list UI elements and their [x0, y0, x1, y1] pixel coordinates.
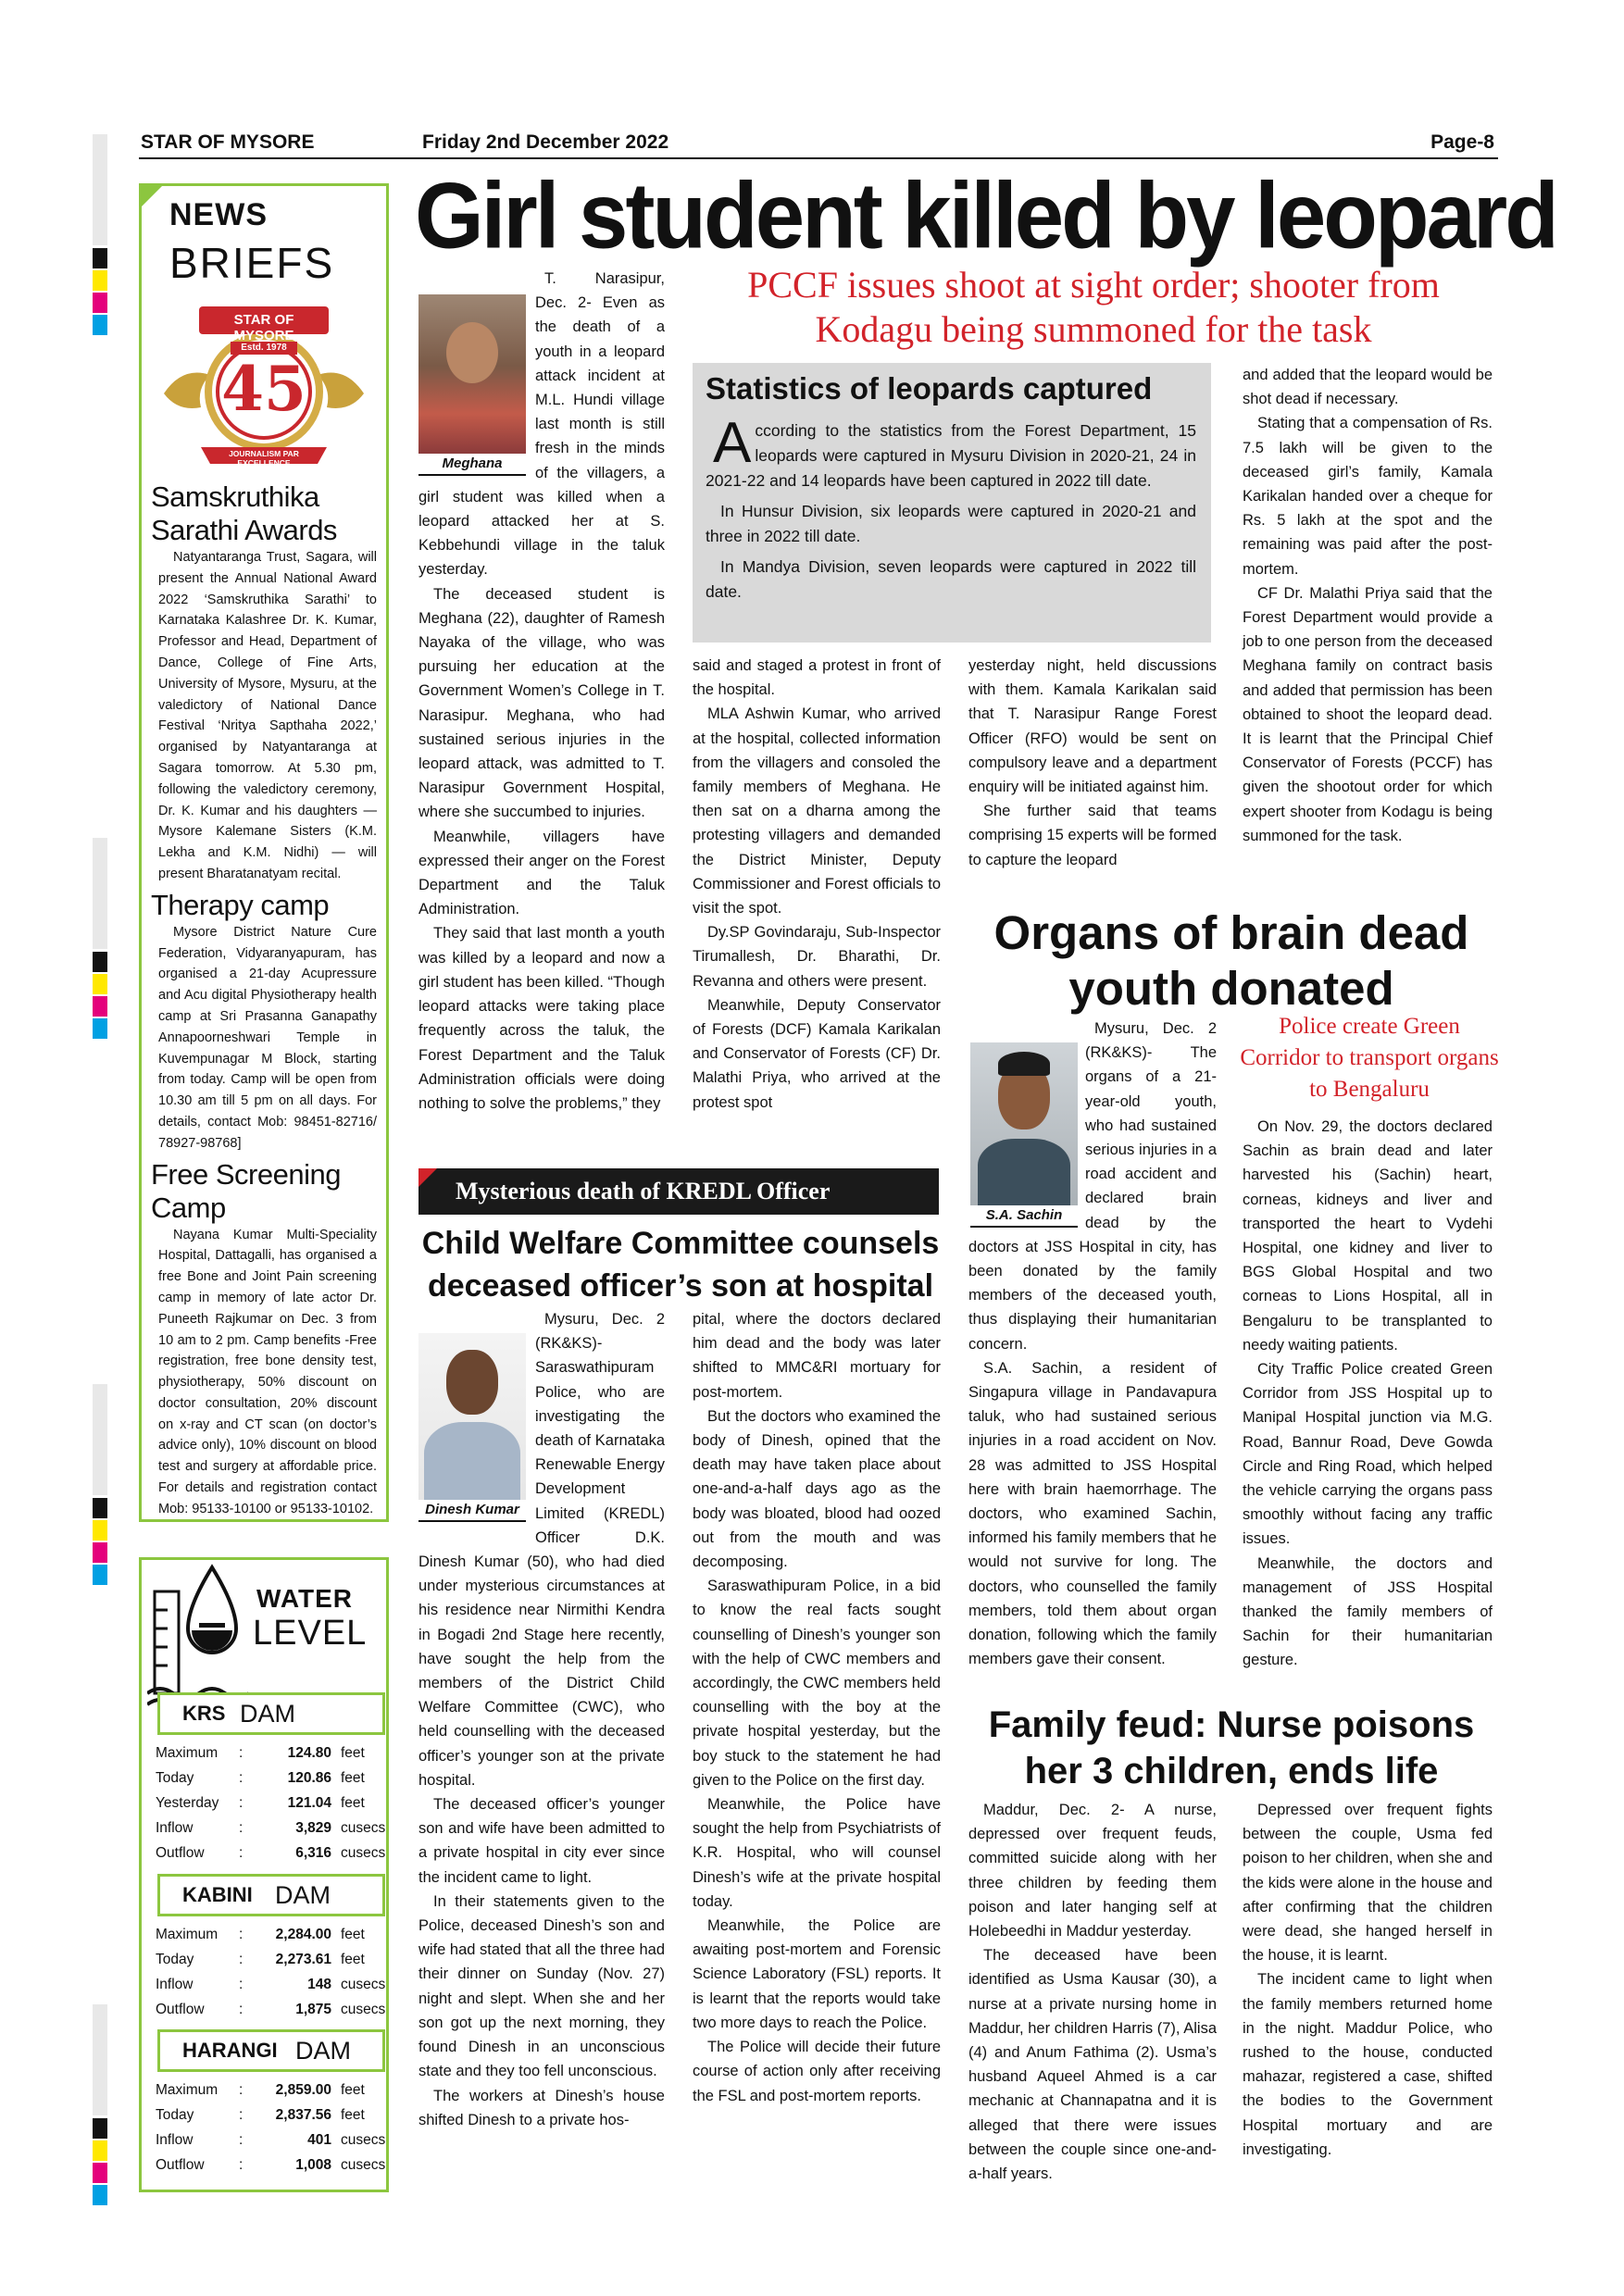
body-para: She further said that teams comprising 15 experts will be formed to capture the leopard	[968, 803, 1217, 868]
dam-name: HARANGI	[182, 2039, 278, 2062]
dam-title-kabini	[157, 1874, 385, 1916]
dam-name: KABINI	[182, 1883, 253, 1906]
color-swatch	[93, 1018, 107, 1039]
dam-row: Today : 2,837.56 feet	[156, 2107, 365, 2123]
margin-bar	[93, 134, 107, 245]
margin-bar	[93, 838, 107, 949]
margin-bar	[93, 1384, 107, 1495]
color-swatch	[93, 2185, 107, 2205]
briefs-title-briefs: BRIEFS	[169, 239, 335, 287]
banner-corner	[418, 1168, 437, 1187]
color-swatch	[93, 996, 107, 1017]
body-para: and added that the leopard would be shot dead if necessary.	[1243, 367, 1493, 408]
dateline-para: Mysuru, Dec. 2 (RK&KS)- The organs of a 21-year-old youth, who had sustained serious injuries in a road accident and declared brain dead by the doctors at JSS Hospital in city, has been donated by the family members of the deceased youth, thus displaying their humanitarian concern.	[968, 1020, 1217, 1353]
sachin-caption: S.A. Sachin	[970, 1205, 1078, 1228]
brief-heading: Samskruthika Sarathi Awards	[151, 480, 337, 546]
brief-heading: Therapy camp	[151, 888, 330, 921]
color-swatch	[93, 1565, 107, 1585]
issue-date: Friday 2nd December 2022	[422, 131, 669, 153]
stats-box	[693, 363, 1211, 643]
color-swatch	[93, 293, 107, 313]
body-para: The workers at Dinesh’s house shifted Dinesh to a private hos-	[418, 2087, 665, 2128]
dam-row: Inflow : 148 cusecs	[156, 1977, 386, 1992]
margin-bar	[93, 2004, 107, 2115]
water-drop-icon	[147, 1564, 249, 1712]
brief-body: Nayana Kumar Multi-Speciality Hospital, Dattagalli, has organised a free Bone and Joint Pain screening camp in memory of late actor Dr. Puneeth Rajkumar on Dec. 3 from 10 am to 2 pm. Camp benefits -Free registration, free bone density test, physiotherapy, 50% discount on doctor consultation, 20% discount on x-ray and CT scan (on doctor’s advice only), 10% discount on blood test and surgery at affordable price. For details and registration contact Mob: 95133-10100 or 95133-10102.	[158, 1227, 377, 1516]
dam-row: Today : 120.86 feet	[156, 1770, 365, 1786]
body-para: The incident came to light when the family members returned home in the night. Maddur Police, who rushed to the house, conducted mahazar, registered a case, shifted the bodies to the Government Hospital mortuary and are investigating.	[1243, 1971, 1493, 2158]
body-para: Dy.SP Govindaraju, Sub-Inspector Tirumallesh, Dr. Bharathi, Dr. Revanna and others were present.	[693, 924, 941, 990]
body-para: Depressed over frequent fights between the couple, Usma fed poison to her children, when she and the kids were alone in the house and after confirming that the children were dead, she hanged herself in the house, it is learnt.	[1243, 1802, 1493, 1965]
brief-heading: Free Screening Camp	[151, 1157, 341, 1224]
kredl-headline: Child Welfare Committee counsels deceased officer’s son at hospital	[421, 1226, 940, 1304]
logo-motto: JOURNALISM PAR EXCELLENCE	[229, 449, 299, 468]
color-swatch	[93, 248, 107, 268]
nurse-headline: Family feud: Nurse poisons her 3 children, ends life	[988, 1704, 1475, 1791]
dateline-para: Maddur, Dec. 2- A nurse, depressed over frequent feuds, committed suicide along with her three children by feeding them poison and later hanging self at Holebeedhi in Maddur yesterday.	[968, 1802, 1217, 1940]
body-para: Stating that a compensation of Rs. 7.5 lakh will be given to the deceased girl’s family, Kamala Karikalan handed over a cheque for Rs. 5 lakh at the spot and the remaining was paid after the post-mortem.	[1243, 415, 1493, 578]
color-swatch	[93, 1498, 107, 1518]
briefs-list	[151, 480, 377, 1520]
dinesh-caption: Dinesh Kumar	[418, 1500, 526, 1522]
body-para: The deceased have been identified as Usma Kausar (30), a nurse at a private nursing home in Maddur, her children Harris (7), Alisa (4) and Anum Fathima (2). Usma’s husband Aqueel Ahmed is a car mechanic at Channapatna and it is alleged that there were issues between the couple since one-and-a-half years.	[968, 1947, 1217, 2183]
briefs-title-news: NEWS	[169, 197, 268, 232]
color-swatch	[93, 1542, 107, 1563]
corner-tab	[139, 183, 165, 209]
page-number: Page-8	[1430, 131, 1494, 153]
color-swatch	[93, 2118, 107, 2139]
kredl-col-1	[418, 1307, 665, 2132]
dam-row: Today : 2,273.61 feet	[156, 1952, 365, 1967]
logo-name: STAR OF MYSORE	[233, 312, 294, 343]
brief-item	[151, 480, 377, 885]
header-rule	[139, 157, 1498, 159]
dateline-para: T. Narasipur, Dec. 2- Even as the death of a youth in a leopard attack incident at M.L. Hundi village last month is still fresh in the minds of the villagers, a girl student was killed when a leopard attacked her at S. Kebbehundi village in the taluk yesterday.	[418, 270, 665, 579]
dam-row: Maximum : 2,284.00 feet	[156, 1927, 365, 1942]
body-para: S.A. Sachin, a resident of Singapura village in Pandavapura taluk, who had sustained serious injuries in a road accident on Nov. 28 was admitted to JSS Hospital here with brain haemorrhage. The doctors, who examined Sachin, informed his family members that he would not survive for long. The doctors, who counselled the family members, told them about organ donation, following which the family members gave their consent.	[968, 1359, 1217, 1668]
body-para: On Nov. 29, the doctors declared Sachin as brain dead and later harvested his (Sachin) heart, corneas, kidneys and liver and transported the heart to Vydehi Hospital, one kidney and liver to BGS Global Hospital and two corneas to Lions Hospital, all in Bengaluru to be transplanted to needy waiting patients.	[1243, 1118, 1493, 1354]
body-para: Meanwhile, the Police are awaiting post-mortem and Forensic Science Laboratory (FSL) reports. It is learnt that the reports would take two more days to reach the Police.	[693, 1917, 941, 2031]
photo-spacer	[968, 1017, 1081, 1226]
body-para: pital, where the doctors declared him dead and the body was later shifted to MMC&RI mortuary for post-mortem.	[693, 1311, 941, 1401]
logo-estd: Estd. 1978	[241, 343, 287, 353]
stats-body: According to the statistics from the Forest Department, 15 leopards were captured in Mysuru Division in 2020-21, 24 in 2021-22 and 14 leopards have been captured in 2022 till date. In Hunsur Division, six leopards were captured in 2020-21 and three in 2022 till date. In Mandya Division, seven leopards were captured in 2022 till date.	[706, 411, 1196, 601]
body-para: But the doctors who examined the body of Dinesh, opined that the death may have taken place about one-and-a-half days ago as the body was bloated, blood had oozed out from the mouth and was decomposing.	[693, 1407, 941, 1571]
brief-item	[151, 1158, 377, 1520]
logo-number: 45	[221, 353, 306, 425]
paper-name: STAR OF MYSORE	[141, 131, 315, 153]
dam-row: Maximum : 2,859.00 feet	[156, 2082, 365, 2098]
dam-row: Outflow : 6,316 cusecs	[156, 1845, 386, 1861]
body-para: The deceased officer’s younger son and wife have been admitted to a private hospital in city ever since the incident came to light.	[418, 1796, 665, 1886]
dam-title-krs	[157, 1692, 385, 1735]
leopard-col-1	[418, 267, 665, 1116]
meghana-caption: Meghana	[418, 454, 526, 476]
body-para: The Police will decide their future course of action only after receiving the FSL and post-mortem reports.	[693, 2039, 941, 2104]
brief-body: Mysore District Nature Cure Federation, Vidyaranyapuram, has organised a 21-day Acupressure and Acu digital Physiotherapy health camp at Sri Prasanna Ganapathy Annapoorneshwari Temple in Kuvempunagar M Block, starting from today. Camp will be open from 10.30 am till 5 pm on all days. For details, contact Mob: 98451-82716/ 78927-98768]	[158, 924, 377, 1151]
body-para: They said that last month a youth was killed by a leopard and now a girl student has been killed. “Though leopard attacks were taking place frequently across the taluk, the Forest Department and the Taluk Administration officials were doing nothing to solve the problems,” they	[418, 925, 665, 1112]
water-title-2: LEVEL	[253, 1614, 368, 1653]
brief-body: Natyantaranga Trust, Sagara, will present the Annual National Award 2022 ‘Samskruthika Sarathi’ to Karnataka Kalashree Dr. K. Kumar, Professor and Head, Department of Dance, College of Fine Arts, University of Mysore, Mysuru, at the valedictory of National Dance Festival ‘Nritya Sapthaha 2022,’ organised by Natyantaranga at Sagara tomorrow. At 5.30 pm, following the valedictory ceremony, Dr. K. Kumar and his daughters — Mysore Kalemane Sisters (K.M. Lekha and K.M. Nidhi) — will present Bharatanatyam recital.	[158, 550, 377, 881]
dateline-para: Mysuru, Dec. 2 (RK&KS)- Saraswathipuram Police, who are investigating the death of Karnataka Renewable Energy Development Limited (KREDL) Officer D.K. Dinesh Kumar (50), who had died under mysterious circumstances at his residence near Nirmithi Kendra in Bogadi 2nd Stage here recently, have sought the help from the members of the District Child Welfare Committee (CWC), who held counselling with the deceased officer’s younger son at the private hospital.	[418, 1311, 665, 1789]
anniversary-logo	[145, 301, 382, 475]
body-para: said and staged a protest in front of the hospital.	[693, 657, 941, 699]
dam-suffix: DAM	[275, 1881, 331, 1909]
body-para: In their statements given to the Police, deceased Dinesh’s son and wife had stated that all the three had their dinner on Sunday (Nov. 27) night and slept. When she and her son got up the next morning, they found Dinesh in an unconscious state and they too fell unconscious.	[418, 1892, 666, 2080]
dam-row: Inflow : 401 cusecs	[156, 2132, 386, 2148]
body-para: MLA Ashwin Kumar, who arrived at the hospital, collected information from the villagers and consoled the family members of Meghana. He then sat on a dharna among the protesting villagers and demanded the District Minister, Deputy Commissioner and Forest officials to visit the spot.	[693, 705, 941, 917]
color-swatch	[93, 974, 107, 994]
organs-headline: Organs of brain dead youth donated	[993, 906, 1469, 1015]
dam-row: Outflow : 1,008 cusecs	[156, 2157, 386, 2173]
dam-suffix: DAM	[240, 1700, 295, 1728]
body-para: Meanwhile, the Police have sought the help from Psychiatrists of K.R. Hospital, who will counsel Dinesh’s wife at the private hospital today.	[693, 1796, 941, 1910]
banner-text: Mysterious death of KREDL Officer	[456, 1178, 831, 1204]
color-swatch	[93, 2163, 107, 2183]
water-title-1: WATER	[256, 1584, 354, 1613]
photo-spacer	[418, 267, 530, 478]
leopard-col-4	[1243, 363, 1493, 848]
organs-col-2	[1243, 1115, 1493, 1673]
dam-row: Outflow : 1,875 cusecs	[156, 2002, 386, 2017]
brief-item	[151, 889, 377, 1154]
color-swatch	[93, 270, 107, 291]
news-briefs-box	[139, 183, 389, 1522]
nurse-col-2	[1243, 1798, 1493, 2162]
dam-suffix: DAM	[295, 2037, 351, 2065]
dam-name: KRS	[182, 1702, 226, 1725]
color-swatch	[93, 2140, 107, 2161]
body-para: Meanwhile, the doctors and management of JSS Hospital thanked the family members of Sachin for their humanitarian gesture.	[1243, 1554, 1493, 1669]
body-para: Meanwhile, villagers have expressed their anger on the Forest Department and the Taluk Administration.	[418, 828, 665, 918]
body-para: CF Dr. Malathi Priya said that the Forest Department would provide a job to one person from the deceased Meghana family on contract basis and added that permission has been obtained to shoot the leopard dead. It is learnt that the Principal Chief Conservator of Forests (PCCF) has given the shootout order for which expert shooter from Kodagu is being summoned for the task.	[1243, 584, 1493, 844]
nurse-col-1	[968, 1798, 1217, 2186]
color-swatch	[93, 1520, 107, 1541]
dam-row: Maximum : 124.80 feet	[156, 1745, 365, 1761]
color-swatch	[93, 315, 107, 335]
organs-subhead: Police create Green Corridor to transport organs to Bengaluru	[1240, 1014, 1499, 1102]
kredl-col-2	[693, 1307, 941, 2108]
body-para: Meanwhile, Deputy Conservator of Forests (DCF) Kamala Karikalan and Conservator of Forests (CF) Dr. Malathi Priya, who arrived at the protest spot	[693, 996, 941, 1111]
leopard-col-3	[968, 654, 1217, 872]
lead-headline: Girl student killed by leopard	[415, 164, 1556, 268]
body-para: The deceased student is Meghana (22), daughter of Ramesh Nayaka of the village, who was pursuing her education at the Government Women’s College in T. Narasipur. Meghana, who had sustained serious injuries in the leopard attack, was admitted to T. Narasipur Government Hospital, where she succumbed to injuries.	[418, 585, 665, 821]
body-para: yesterday night, held discussions with them. Kamala Karikalan said that T. Narasipur Range Forest Officer (RFO) would be sent on compulsory leave and a department enquiry will be initiated against him.	[968, 657, 1217, 796]
drop-cap: A	[713, 411, 752, 475]
lead-subhead: PCCF issues shoot at sight order; shooter from Kodagu being summoned for the task	[747, 264, 1440, 350]
color-swatch	[93, 952, 107, 972]
stats-title: Statistics of leopards captured	[706, 371, 1153, 406]
dam-title-harangi	[157, 2029, 385, 2072]
leopard-col-2	[693, 654, 941, 1115]
photo-spacer	[418, 1307, 531, 1526]
kredl-banner	[418, 1168, 939, 1215]
dam-row: Inflow : 3,829 cusecs	[156, 1820, 386, 1836]
dam-row: Yesterday : 121.04 feet	[156, 1795, 365, 1811]
organs-col-1	[968, 1017, 1217, 1671]
body-para: City Traffic Police created Green Corridor from JSS Hospital up to Manipal Hospital junction via M.G. Road, Bannur Road, Deve Gowda Circle and Ring Road, which helped the vehicle carrying the organs pass smoothly without facing any traffic issues.	[1243, 1361, 1493, 1548]
body-para: Saraswathipuram Police, in a bid to know the real facts sought counselling of Dinesh’s younger son with the help of CWC members and accordingly, the CWC members held counselling with the boy at the private hospital yesterday, but the boy stuck to the statement he had given to the Police on the first day.	[693, 1578, 941, 1789]
